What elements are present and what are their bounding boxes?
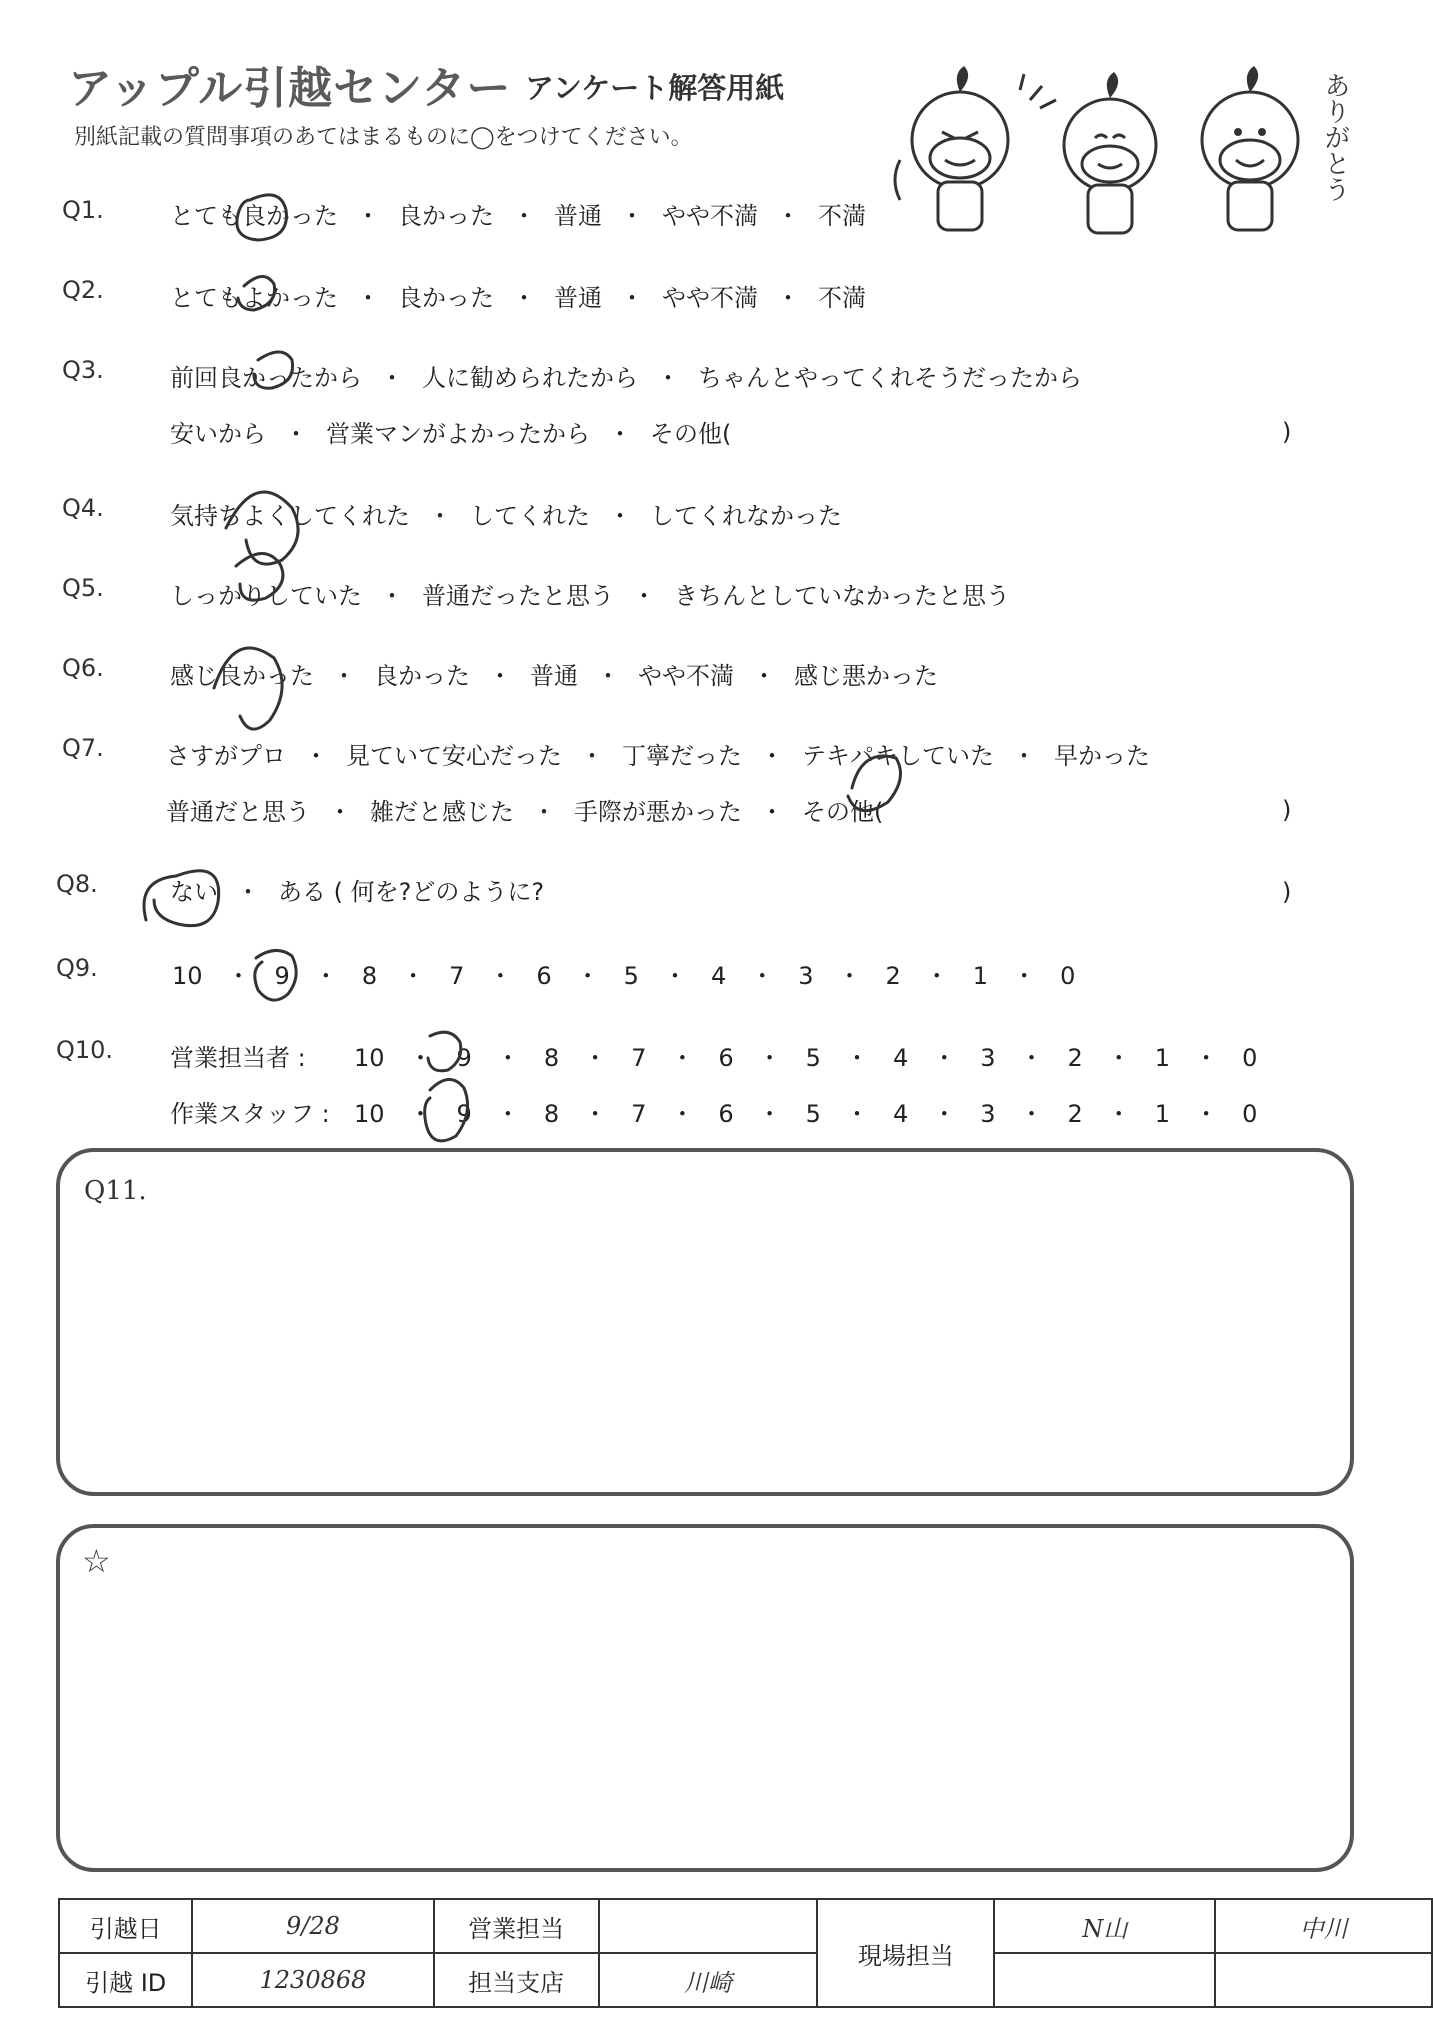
scale-value[interactable]: 3 [980, 1100, 996, 1128]
option[interactable]: 雑だと感じた [370, 798, 514, 826]
option[interactable]: しっかりしていた [170, 582, 362, 610]
move-date-value[interactable]: 9/28 [192, 1899, 433, 1953]
q6-options: 感じ良かった ・ 良かった ・ 普通 ・ やや不満 ・ 感じ悪かった [170, 662, 938, 690]
option[interactable]: 普通 [530, 662, 578, 690]
scale-value[interactable]: 5 [623, 962, 639, 990]
option[interactable]: 手際が悪かった [574, 798, 742, 826]
option[interactable]: 普通だったと思う [422, 582, 614, 610]
sales-label: 営業担当 [434, 1899, 599, 1953]
scale-value[interactable]: 0 [1242, 1100, 1258, 1128]
q1-options: とても良かった ・ 良かった ・ 普通 ・ やや不満 ・ 不満 [170, 202, 866, 230]
q10-label: Q10. [56, 1036, 114, 1064]
star-comment-box[interactable] [56, 1524, 1354, 1872]
option[interactable]: ない [170, 878, 218, 906]
option[interactable]: やや不満 [662, 284, 758, 312]
option[interactable]: 感じ良かった [170, 662, 314, 690]
q8-label: Q8. [56, 870, 98, 898]
site-extra-2[interactable] [1215, 1953, 1432, 2007]
scale-value[interactable]: 9 [456, 1044, 472, 1072]
option[interactable]: その他( [802, 798, 884, 826]
q10-staff-row: 作業スタッフ : 10 ・ 9 ・ 8 ・ 7 ・ 6 ・ 5 ・ 4 ・ 3 ・ 2 ・ 1 ・ 0 [170, 1094, 1257, 1129]
scale-value[interactable]: 1 [1154, 1100, 1171, 1128]
option[interactable]: 良かった [374, 662, 470, 690]
q3-options-line2: 安いから ・ 営業マンがよかったから ・ その他( [170, 420, 732, 448]
q10-staff-name: 作業スタッフ : [170, 1100, 330, 1128]
option[interactable]: 不満 [818, 202, 866, 230]
option[interactable]: 早かった [1054, 742, 1150, 770]
scale-value[interactable]: 8 [543, 1100, 560, 1128]
info-table [58, 1898, 1433, 2008]
company-title: アップル引越センター [68, 63, 512, 114]
option[interactable]: テキパキしていた [802, 742, 994, 770]
scale-value[interactable]: 7 [631, 1044, 647, 1072]
option[interactable]: その他( [650, 420, 732, 448]
scale-value[interactable]: 6 [718, 1044, 734, 1072]
scale-value[interactable]: 4 [710, 962, 727, 990]
option[interactable]: とてもよかった [170, 284, 338, 312]
site-extra-1[interactable] [994, 1953, 1215, 2007]
q9-scale: 10 ・ 9 ・ 8 ・ 7 ・ 6 ・ 5 ・ 4 ・ 3 ・ 2 ・ 1 ・ 0 [172, 962, 1076, 990]
q8-options: ない ・ ある ( 何を?どのように? [170, 878, 545, 906]
scale-value[interactable]: 2 [1067, 1100, 1083, 1128]
q3-label: Q3. [62, 356, 104, 384]
option[interactable]: 普通だと思う [166, 798, 310, 826]
q7-options-line2: 普通だと思う ・ 雑だと感じた ・ 手際が悪かった ・ その他( [166, 798, 884, 826]
option[interactable]: とても良かった [170, 202, 338, 230]
q2-options: とてもよかった ・ 良かった ・ 普通 ・ やや不満 ・ 不満 [170, 284, 866, 312]
option[interactable]: 気持ちよくしてくれた [170, 502, 410, 530]
form-subtitle: アンケート解答用紙 [525, 71, 785, 105]
scale-value[interactable]: 3 [798, 962, 814, 990]
scale-value[interactable]: 8 [543, 1044, 560, 1072]
q11-comment-box[interactable] [56, 1148, 1354, 1496]
scale-value[interactable]: 1 [972, 962, 989, 990]
q7-close-paren: ) [1282, 796, 1292, 824]
branch-label: 担当支店 [434, 1953, 599, 2007]
option[interactable]: してくれなかった [650, 502, 842, 530]
scale-value[interactable]: 10 [354, 1100, 385, 1128]
site-value-2[interactable]: 中川 [1215, 1899, 1432, 1953]
q10-sales-name: 営業担当者 : [170, 1044, 306, 1072]
q4-options: 気持ちよくしてくれた ・ してくれた ・ してくれなかった [170, 502, 842, 530]
option[interactable]: ちゃんとやってくれそうだったから [698, 364, 1082, 392]
q5-label: Q5. [62, 574, 104, 602]
option[interactable]: 安いから [170, 420, 266, 448]
option[interactable]: 人に勧められたから [422, 364, 638, 392]
q10-sales-row: 営業担当者 : 10 ・ 9 ・ 8 ・ 7 ・ 6 ・ 5 ・ 4 ・ 3 ・ 2 ・ 1 ・ 0 [170, 1038, 1257, 1073]
option[interactable]: 不満 [818, 284, 866, 312]
scale-value[interactable]: 2 [1067, 1044, 1083, 1072]
option[interactable]: 営業マンがよかったから [326, 420, 590, 448]
option[interactable]: 良かった [398, 284, 494, 312]
mascot-illustration [880, 60, 1340, 250]
option[interactable]: 見ていて安心だった [346, 742, 562, 770]
scale-value[interactable]: 10 [172, 962, 203, 990]
option[interactable]: 普通 [554, 284, 602, 312]
q8-close-paren: ) [1282, 878, 1292, 906]
scale-value[interactable]: 0 [1242, 1044, 1258, 1072]
option[interactable]: 感じ悪かった [794, 662, 938, 690]
option[interactable]: きちんとしていなかったと思う [674, 582, 1010, 610]
scale-value[interactable]: 10 [354, 1044, 385, 1072]
q7-label: Q7. [62, 734, 104, 762]
scale-value[interactable]: 4 [892, 1044, 909, 1072]
branch-value[interactable]: 川崎 [599, 1953, 818, 2007]
scale-value[interactable]: 9 [274, 962, 290, 990]
option[interactable]: 良かった [398, 202, 494, 230]
scale-value[interactable]: 8 [361, 962, 378, 990]
site-label: 現場担当 [817, 1899, 994, 2007]
scale-value[interactable]: 6 [536, 962, 552, 990]
scale-value[interactable]: 1 [1154, 1044, 1171, 1072]
move-id-value[interactable]: 1230868 [192, 1953, 433, 2007]
option[interactable]: 丁寧だった [622, 742, 742, 770]
thanks-text: ありがとう [1320, 72, 1350, 202]
sales-value[interactable] [599, 1899, 818, 1953]
move-date-label: 引越日 [59, 1899, 192, 1953]
scale-value[interactable]: 9 [456, 1100, 472, 1128]
q3-close-paren: ) [1282, 418, 1292, 446]
move-id-label: 引越 ID [59, 1953, 192, 2007]
q11-box-label: Q11. [84, 1176, 147, 1206]
option[interactable]: やや不満 [638, 662, 734, 690]
star-box-label: ☆ [82, 1542, 111, 1580]
q5-options: しっかりしていた ・ 普通だったと思う ・ きちんとしていなかったと思う [170, 582, 1010, 610]
scale-value[interactable]: 2 [885, 962, 901, 990]
q6-label: Q6. [62, 654, 104, 682]
option[interactable]: ある ( 何を?どのように? [278, 878, 545, 906]
scale-value[interactable]: 3 [980, 1044, 996, 1072]
q3-options-line1: 前回良かったから ・ 人に勧められたから ・ ちゃんとやってくれそうだったから [170, 364, 1082, 392]
scale-value[interactable]: 7 [631, 1100, 647, 1128]
scale-value[interactable]: 4 [892, 1100, 909, 1128]
instruction-text: 別紙記載の質問事項のあてはまるものに◯をつけてください。 [74, 125, 693, 150]
scale-value[interactable]: 7 [449, 962, 465, 990]
scale-value[interactable]: 0 [1060, 962, 1076, 990]
site-value-1[interactable]: N山 [994, 1899, 1215, 1953]
q7-options-line1: さすがプロ ・ 見ていて安心だった ・ 丁寧だった ・ テキパキしていた ・ 早かった [166, 742, 1150, 770]
option[interactable]: 前回良かったから [170, 364, 362, 392]
option[interactable]: してくれた [470, 502, 590, 530]
q2-label: Q2. [62, 276, 104, 304]
scale-value[interactable]: 6 [718, 1100, 734, 1128]
option[interactable]: 普通 [554, 202, 602, 230]
scale-value[interactable]: 5 [805, 1044, 821, 1072]
option[interactable]: さすがプロ [166, 742, 286, 770]
q4-label: Q4. [62, 494, 104, 522]
q1-label: Q1. [62, 196, 104, 224]
scale-value[interactable]: 5 [805, 1100, 821, 1128]
option[interactable]: やや不満 [662, 202, 758, 230]
q9-label: Q9. [56, 954, 98, 982]
